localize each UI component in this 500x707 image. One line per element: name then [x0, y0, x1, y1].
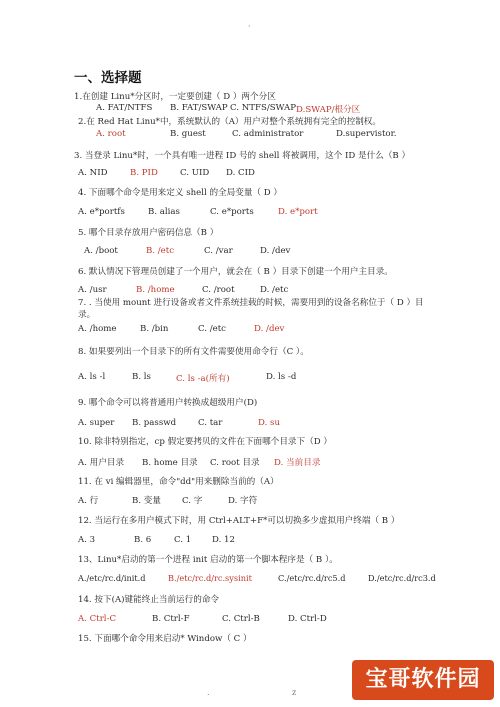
watermark-logo: 宝哥软件园	[352, 660, 494, 700]
option-6d: D. /etc	[260, 285, 289, 295]
option-5a: A. /boot	[84, 246, 118, 256]
option-5d: D. /dev	[260, 246, 291, 256]
option-8c: C. ls -a(所有)	[176, 374, 230, 384]
option-13b: B./etc/rc.d/rc.sysinit	[168, 573, 252, 583]
option-14b: B. Ctrl-F	[152, 614, 190, 624]
option-3c: C. UID	[180, 168, 210, 178]
question-10: 10. 除非特别指定，cp 假定要拷贝的文件在下面哪个目录下（D ）	[78, 437, 332, 447]
question-12: 12. 当运行在多用户模式下时，用 Ctrl+ALT+F*可以切换多少虚拟用户终端（ B ）	[78, 516, 400, 526]
option-4d: D. e*port	[278, 207, 318, 217]
section-title: 一、选择题	[74, 70, 142, 86]
option-3d: D. CID	[226, 168, 255, 178]
option-13d: D./etc/rc.d/rc3.d	[368, 573, 436, 583]
question-15: 15. 下面哪个命令用来启动* Window（ C ）	[78, 634, 252, 644]
option-12c: C. 1	[174, 535, 192, 545]
option-13a: A./etc/rc.d/init.d	[78, 573, 146, 583]
option-1d: D.SWAP/根分区	[296, 105, 361, 115]
option-12a: A. 3	[78, 535, 96, 545]
option-5c: C. /var	[204, 246, 233, 256]
footer-mark-right: z	[292, 688, 297, 697]
question-4: 4. 下面哪个命令是用来定义 shell 的全局变量（ D ）	[78, 188, 282, 198]
question-11: 11. 在 vi 编辑器里，命令"dd"用来删除当前的（A）	[78, 477, 279, 487]
option-4a: A. e*portfs	[78, 207, 125, 217]
option-2c: C. administrator	[232, 129, 304, 139]
option-1b: B. FAT/SWAP	[170, 103, 228, 113]
option-2a: A. root	[96, 129, 126, 139]
option-11c: C. 字	[182, 496, 203, 506]
option-11b: B. 变量	[132, 496, 161, 506]
option-2b: B. guest	[170, 129, 206, 139]
option-10d: D. 当前目录	[274, 458, 321, 468]
question-8: 8. 如果要列出一个目录下的所有文件需要使用命令行（C ）。	[78, 347, 309, 357]
option-6a: A. /usr	[78, 285, 107, 295]
option-6c: C. /root	[202, 285, 235, 295]
footer-mark-left: .	[207, 688, 210, 697]
question-13: 13、Linu*启动的第一个进程 init 启动的第一个脚本程序是（ B ）。	[78, 555, 338, 565]
option-2d: D.supervistor.	[336, 129, 397, 139]
option-14d: D. Ctrl-D	[288, 614, 327, 624]
question-14: 14. 按下(A)键能终止当前运行的命令	[78, 595, 220, 605]
option-13c: C./etc/rc.d/rc5.d	[278, 573, 346, 583]
option-10c: C. root 目录	[210, 458, 260, 468]
option-14a: A. Ctrl-C	[78, 614, 117, 624]
option-10b: B. home 目录	[142, 458, 198, 468]
option-7a: A. /home	[78, 324, 117, 334]
option-10a: A. 用户目录	[78, 458, 125, 468]
option-4b: B. alias	[148, 207, 180, 217]
option-8b: B. ls	[132, 372, 151, 382]
question-3: 3. 当登录 Linu*时，一个具有唯一进程 ID 号的 shell 将被调用，这个 ID 是什么（B ）	[74, 151, 411, 161]
option-7d: D. /dev	[254, 324, 285, 334]
option-14c: C. Ctrl-B	[222, 614, 260, 624]
question-5: 5. 哪个目录存放用户密码信息（B ）	[78, 228, 219, 238]
question-6: 6. 默认情况下管理员创建了一个用户，就会在（ B ）目录下创建一个用户主目录。	[78, 267, 393, 277]
option-9c: C. tar	[198, 418, 223, 428]
question-9: 9. 哪个命令可以将普通用户转换成超级用户(D)	[78, 398, 258, 408]
question-2: 2.在 Red Hat Linu*中，系统默认的（A）用户对整个系统拥有完全的控制权。	[78, 117, 381, 127]
question-1: 1.在创建 Linu*分区时，一定要创建（ D ）两个分区	[74, 92, 276, 102]
option-9a: A. super	[78, 418, 115, 428]
option-11d: D. 字符	[228, 496, 258, 506]
option-12b: B. 6	[134, 535, 152, 545]
option-1a: A. FAT/NTFS	[96, 103, 153, 113]
option-4c: C. e*ports	[210, 207, 254, 217]
option-8a: A. ls -l	[78, 372, 106, 382]
option-8d: D. ls -d	[266, 372, 297, 382]
page-top-mark: ·	[248, 22, 251, 31]
option-12d: D. 12	[212, 535, 235, 545]
question-7: 7. . 当使用 mount 进行设备或者文件系统挂载的时候，需要用到的设备名称位于（ D ）目录。	[78, 298, 424, 320]
option-7c: C. /etc	[198, 324, 226, 334]
option-5b: B. /etc	[146, 246, 175, 256]
option-3a: A. NID	[78, 168, 108, 178]
option-3b: B. PID	[130, 168, 158, 178]
option-11a: A. 行	[78, 496, 99, 506]
option-9d: D. su	[258, 418, 280, 428]
option-1c: C. NTFS/SWAP	[230, 103, 297, 113]
option-7b: B. /bin	[140, 324, 169, 334]
option-9b: B. passwd	[132, 418, 177, 428]
option-6b: B. /home	[136, 285, 175, 295]
